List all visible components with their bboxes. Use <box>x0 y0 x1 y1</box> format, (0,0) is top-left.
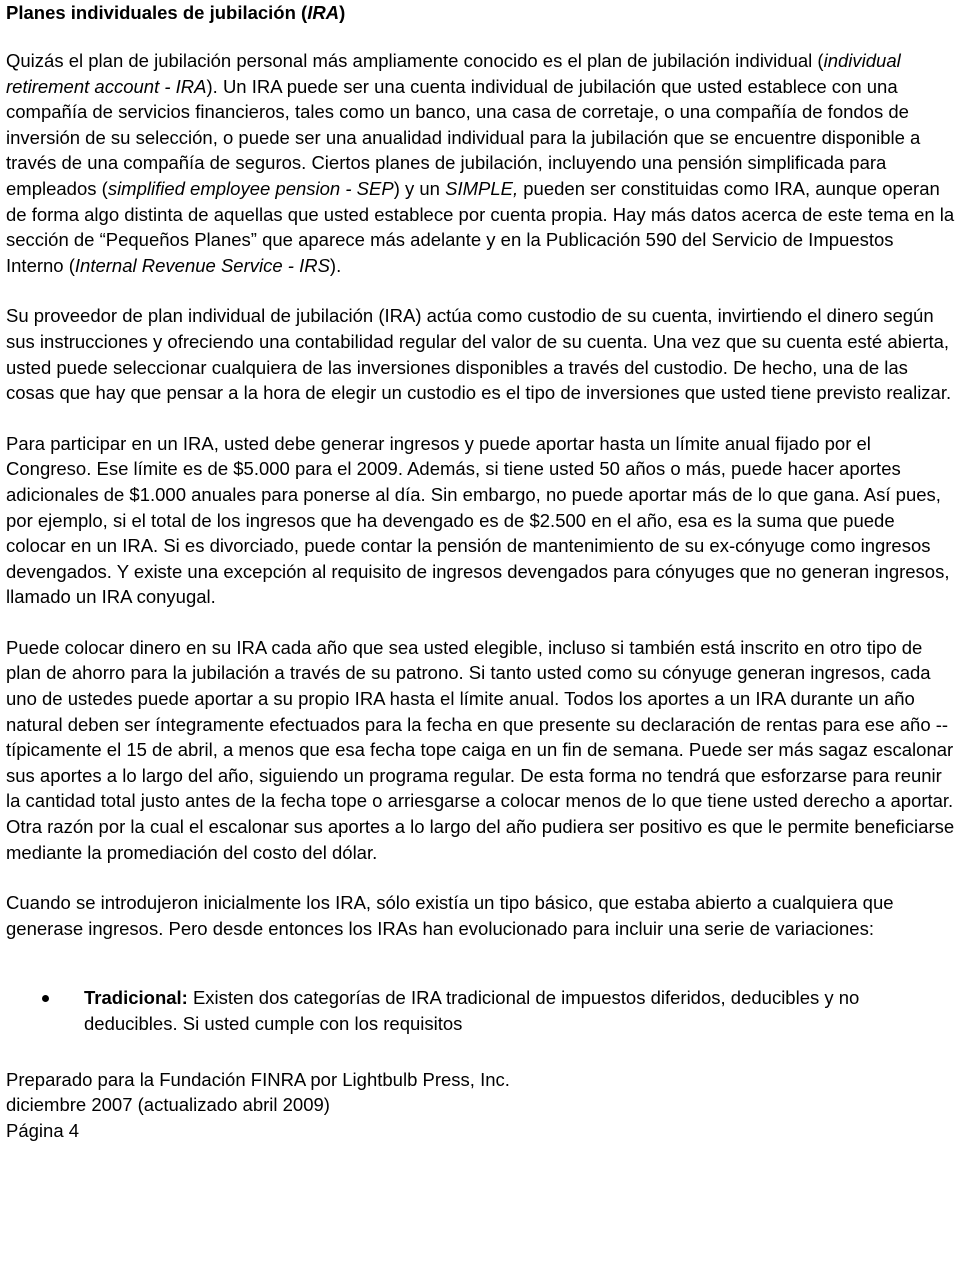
footer-prepared-by: Preparado para la Fundación FINRA por Lightbulb Press, Inc. <box>6 1068 510 1090</box>
title-abbr: IRA <box>307 2 340 23</box>
paragraph-contribution-limits: Para participar en un IRA, usted debe generar ingresos y puede aportar hasta un límite anual fijado por el Congreso. Ese límite es de $5.000 para el 2009. Además, si tiene usted 50 años o más, puede hacer aportes adicionales de $1.000 anuales para ponerse al día. Sin embargo, no puede aportar más de lo que gana. Así pues, por ejemplo, si el total de los ingresos que ha devengado es de $2.500 en el año, esa es la suma que puede colocar en un IRA. Si es divorciado, puede contar la pensión de mantenimiento de su ex-cónyuge como ingresos devengados. Y existe una excepción al requisito de ingresos devengados para cónyuges que no generan ingresos, llamado un IRA conyugal. <box>6 432 950 608</box>
page-number: Página 4 <box>6 1119 80 1141</box>
list-item-traditional <box>6 985 956 1036</box>
ira-types-list <box>6 985 956 1036</box>
list-item-text: Existen dos categorías de IRA tradicional de impuestos diferidos, deducibles y no deducibles. Si usted cumple con los requisitos <box>84 987 860 1034</box>
paragraph-variations: Cuando se introdujeron inicialmente los IRA, sólo existía un tipo básico, que estaba abierto a cualquiera que generase ingresos. Pero desde entonces los IRAs han evolucionado para incluir una serie de variaciones: <box>6 892 894 939</box>
paragraph-custodian: Su proveedor de plan individual de jubilación (IRA) actúa como custodio de su cuenta, invirtiendo el dinero según sus instrucciones y ofreciendo una contabilidad regular del valor de su cuenta. Una vez que su cuenta esté abierta, usted puede seleccionar cualquiera de las inversiones disponibles a través del custodio. De hecho, una de las cosas que hay que pensar a la hora de elegir un custodio es el tipo de inversiones que usted tiene previsto realizar. <box>6 305 952 404</box>
footer-date: diciembre 2007 (actualizado abril 2009) <box>6 1094 330 1116</box>
document-page <box>6 0 956 1143</box>
bullet-icon <box>42 995 49 1002</box>
section-title: Planes individuales de jubilación (IRA) <box>6 2 346 23</box>
paragraph-eligibility: Puede colocar dinero en su IRA cada año que sea usted elegible, incluso si también está inscrito en otro tipo de plan de ahorro para la jubilación a través de su patrono. Si tanto usted como su cónyuge generan ingresos, cada uno de ustedes puede aportar a su propio IRA hasta el límite anual. Todos los aportes a un IRA durante un año natural deben ser íntegramente efectuados para la fecha en que presente su declaración de rentas para ese año -- típicamente el 15 de abril, a menos que esa fecha tope caiga en un fin de semana. Puede ser más sagaz escalonar sus aportes a lo largo del año, siguiendo un programa regular. De esta forma no tendrá que esforzarse para reunir la cantidad total justo antes de la fecha tope o arriesgarse a colocar menos de lo que tiene usted derecho a aportar. Otra razón por la cual el escalonar sus aportes a lo largo del año pudiera ser positivo es que le permite beneficiarse mediante la promediación del costo del dólar. <box>6 636 955 863</box>
page-footer <box>6 1067 956 1144</box>
paragraph-ira-intro: Quizás el plan de jubilación personal más ampliamente conocido es el plan de jubilación individual (individual retirement account - IRA). Un IRA puede ser una cuenta individual de jubilación que usted establece con una compañía de servicios financieros, tales como un banco, una casa de corretaje, o una compañía de fondos de inversión de su selección, o puede ser una anualidad individual para la jubilación que se encuentre disponible a través de una compañía de seguros. Ciertos planes de jubilación, incluyendo una pensión simplificada para empleados (simplified employee pension - SEP) y un SIMPLE, pueden ser constituidas como IRA, aunque operan de forma algo distinta de aquellas que usted establece por cuenta propia. Hay más datos acerca de este tema en la sección de “Pequeños Planes” que aparece más adelante y en la Publicación 590 del Servicio de Impuestos Interno (Internal Revenue Service - IRS). <box>6 50 955 276</box>
list-item-label: Tradicional: <box>84 987 188 1009</box>
